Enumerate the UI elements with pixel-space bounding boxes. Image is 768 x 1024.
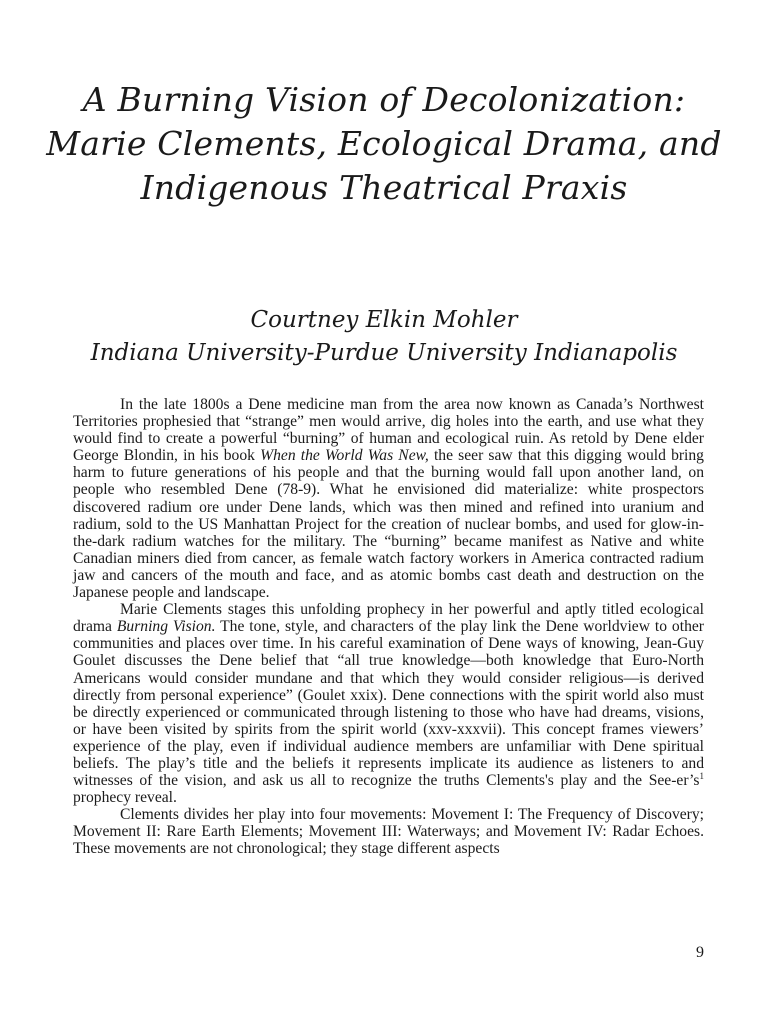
title-line-1: A Burning Vision of Decolonization: <box>82 80 686 119</box>
footnote-marker[interactable]: 1 <box>699 770 704 781</box>
paragraph-2 <box>73 601 704 806</box>
title-line-2: Marie Clements, Ecological Drama, and <box>46 124 722 163</box>
paragraph-2-text-b: The tone, style, and characters of the play link the Dene worldview to other communities and places over time. In his careful examination of Dene ways of knowing, Jean-Guy Goulet discusses the Dene belief that “all true knowledge—both knowledge that Euro-North Americans would consider mundane and that which they would consider religious—is derived directly from personal experience” (Goulet xxix). Dene connections with the spirit world also must be directly experienced or communicated through listening to those who have had dreams, visions, or have been visited by spirits from the spirit world (xxv-xxxvii). This concept frames viewers’ experience of the play, even if individual audience members are unfamiliar with Dene spiritual beliefs. The play’s title and the beliefs it represents implicate its audience as listeners to and witnesses of the vision, and ask us all to recognize the truths Clements's play and the See-er’s <box>73 618 704 790</box>
article-body <box>73 396 704 858</box>
title-line-3: Indigenous Theatrical Praxis <box>140 168 628 207</box>
paragraph-3: Clements divides her play into four movements: Movement I: The Frequency of Discovery; Movement II: Rare Earth Elements; Movement III: Waterways; and Movement IV: Radar Echoes. These movements are not chronological; they stage different aspects <box>73 806 704 858</box>
author-name: Courtney Elkin Mohler <box>250 307 518 333</box>
play-title-burning-vision: Burning Vision. <box>116 618 216 636</box>
page-number: 9 <box>696 944 704 961</box>
paragraph-2-text-a: Marie Clements stages this unfolding prophecy in her powerful and aptly titled ecological drama <box>73 601 704 636</box>
author-affiliation: Indiana University-Purdue University Indianapolis <box>90 340 678 366</box>
paragraph-1-text-b: the seer saw that this digging would bring harm to future generations of his people and that the burning would fall upon another land, on people who resembled Dene (78-9). What he envisioned did materialize: white prospectors discovered radium ore under Dene lands, which was then mined and refined into uranium and radium, sold to the US Manhattan Project for the creation of nuclear bombs, and used for glow-in-the-dark radium watches for the military. The “burning” became manifest as Native and white Canadian miners died from cancer, as female watch factory workers in America contracted radium jaw and cancers of the mouth and face, and as atomic bombs cast death and destruction on the Japanese people and landscape. <box>73 447 704 602</box>
paragraph-2-text-c: prophecy reveal. <box>73 789 177 807</box>
paragraph-1 <box>73 396 704 601</box>
paragraph-1-text-a: In the late 1800s a Dene medicine man from the area now known as Canada’s Northwest Territories prophesied that “strange” men would arrive, dig holes into the earth, and use what they would find to create a powerful “burning” of human and ecological ruin. As retold by Dene elder George Blondin, in his book <box>73 396 704 465</box>
byline <box>40 304 728 370</box>
book-title-when-the-world-was-new: When the World Was New, <box>260 447 429 465</box>
article-title <box>40 78 728 210</box>
